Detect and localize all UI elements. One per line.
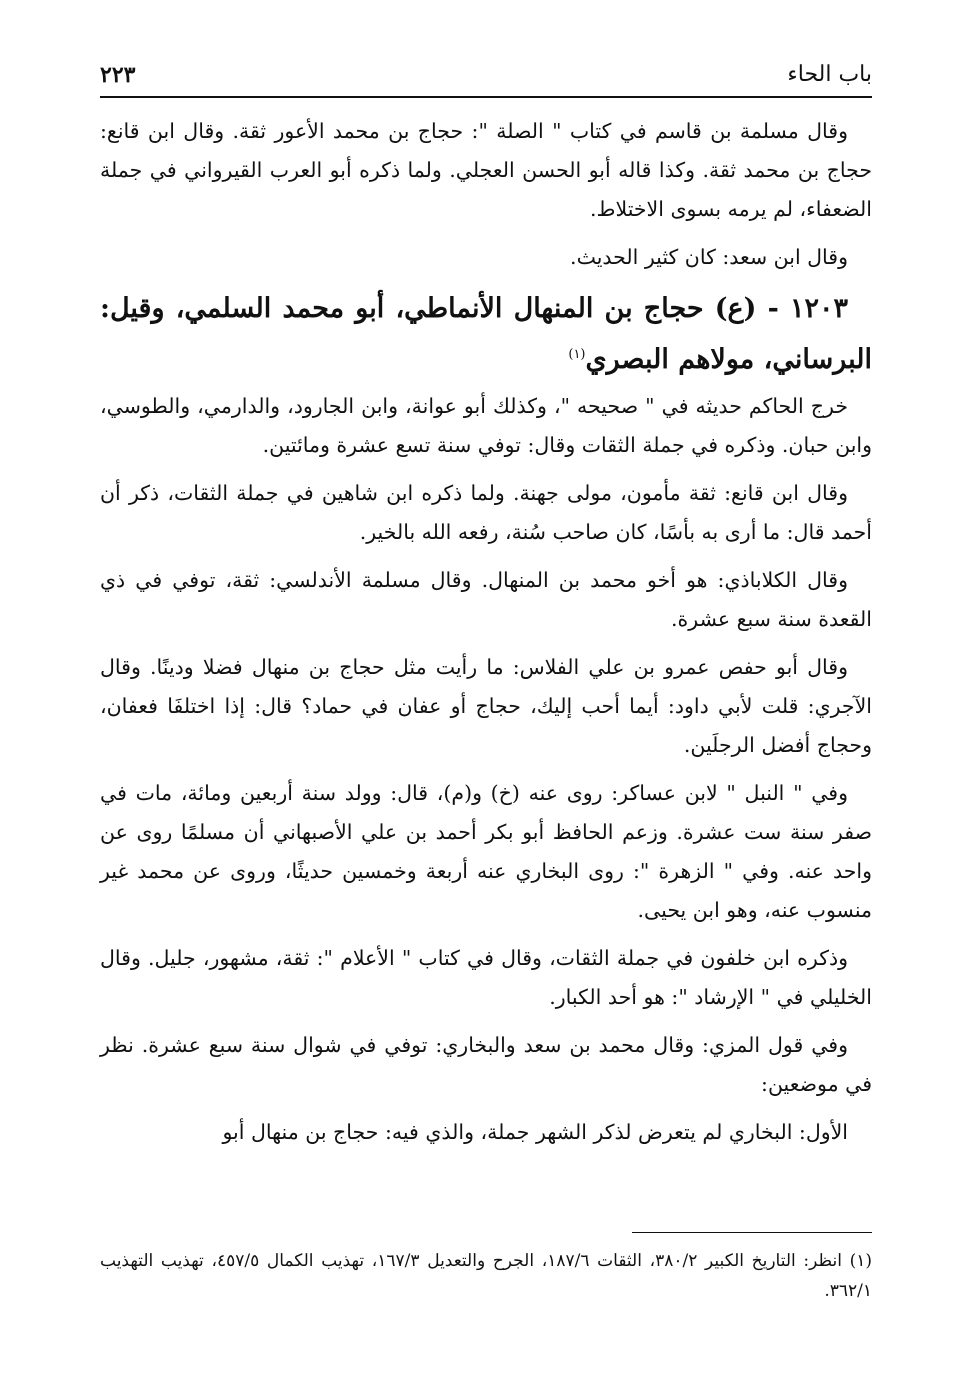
chapter-title: باب الحاء: [787, 62, 872, 87]
main-text: [100, 112, 872, 1161]
entry-heading: [100, 286, 872, 383]
paragraph: وقال أبو حفص عمرو بن علي الفلاس: ما رأيت مثل حجاج بن منهال فضلا ودينًا. وقال الآجري: قلت لأبي داود: أيما أحب إليك، حجاج أو عفان في حماد؟ قال: إذا اختلفَا فعفان، وحجاج أفضل الرجلَين.: [100, 655, 872, 757]
paragraph: وفي قول المزي: وقال محمد بن سعد والبخاري: توفي في شوال سنة سبع عشرة. نظر في موضعين:: [100, 1033, 872, 1096]
header-divider: [100, 96, 872, 98]
paragraph: وذكره ابن خلفون في جملة الثقات، وقال في كتاب " الأعلام ": ثقة، مشهور، جليل. وقال الخليلي في " الإرشاد ": هو أحد الكبار.: [100, 946, 872, 1009]
paragraph: وقال مسلمة بن قاسم في كتاب " الصلة ": حجاج بن محمد الأعور ثقة. وقال ابن قانع: حجاج بن محمد ثقة. وكذا قاله أبو الحسن العجلي. ولما ذكره أبو العرب القيرواني في جملة الضعفاء، لم يرمه بسوى الاختلاط.: [100, 119, 872, 221]
footnote-marker: (١): [568, 347, 586, 362]
paragraph: وقال الكلاباذي: هو أخو محمد بن المنهال. وقال مسلمة الأندلسي: ثقة، توفي في ذي القعدة سنة سبع عشرة.: [100, 568, 872, 631]
paragraph: الأول: البخاري لم يتعرض لذكر الشهر جملة، والذي فيه: حجاج بن منهال أبو: [222, 1120, 848, 1144]
footnote-divider: [632, 1232, 872, 1233]
paragraph: وقال ابن قانع: ثقة مأمون، مولى جهنة. ولما ذكره ابن شاهين في جملة الثقات، ذكر أن أحمد قال: ما أرى به بأسًا، كان صاحب سُنة، رفعه الله بالخير.: [100, 481, 872, 544]
page-header: [100, 52, 872, 96]
page-number: ٢٢٣: [100, 62, 136, 88]
footnote: (١) انظر: التاريخ الكبير ٣٨٠/٢، الثقات ١٨٧/٦، الجرح والتعديل ١٦٧/٣، تهذيب الكمال ٤٥٧/٥، تهذيب التهذيب ٣٦٢/١.: [100, 1251, 873, 1301]
entry-heading-text: ١٢٠٣ - (ع) حجاج بن المنهال الأنماطي، أبو محمد السلمي، وقيل: البرساني، مولاهم البصري: [100, 293, 872, 375]
paragraph: خرج الحاكم حديثه في " صحيحه "، وكذلك أبو عوانة، وابن الجارود، والدارمي، والطوسي، وابن حبان. وذكره في جملة الثقات وقال: توفي سنة تسع عشرة ومائتين.: [100, 394, 872, 457]
paragraph: وقال ابن سعد: كان كثير الحديث.: [570, 245, 848, 269]
paragraph: وفي " النبل " لابن عساكر: روى عنه (خ) و(م)، قال: وولد سنة أربعين ومائة، مات في صفر سنة ست عشرة. وزعم الحافظ أبو بكر أحمد بن علي الأصبهاني أن مسلمًا روى عن واحد عنه. وفي " الزهرة ": روى البخاري عنه أربعة وخمسين حديثًا، وروى عن محمد غير منسوب عنه، وهو ابن يحيى.: [100, 781, 872, 922]
